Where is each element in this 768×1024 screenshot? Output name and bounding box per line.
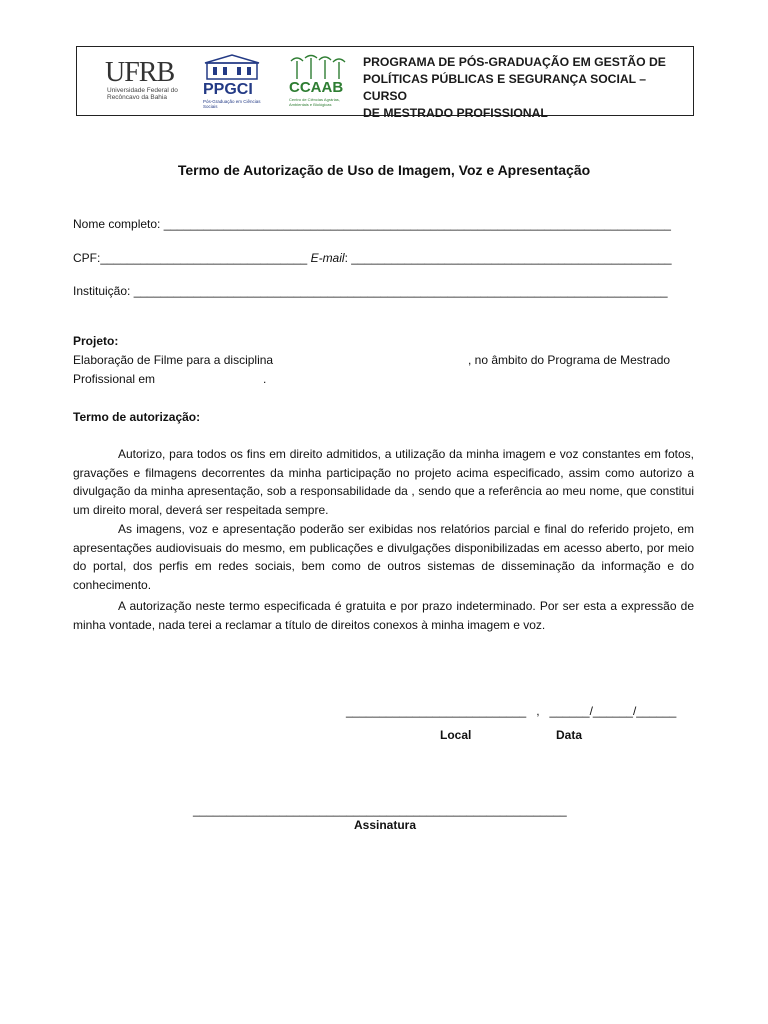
document-header (76, 46, 694, 120)
ufrb-logo-subtitle: Universidade Federal do Recôncavo da Bahia (107, 87, 178, 101)
program-title-line-2: POLÍTICAS PÚBLICAS E SEGURANÇA SOCIAL – CURSO (363, 72, 647, 103)
paragraph-2: As imagens, voz e apresentação poderão ser exibidas nos relatórios parcial e final do referido projeto, em apresentações audiovisuais do mesmo, em publicações e divulgações disponibilizadas em acesso aberto, por meio do portal, dos perfis em redes sociais, bem como de outros sistemas de disseminação da informação e do conhecimento. (73, 522, 694, 592)
ccaab-logo (289, 53, 349, 111)
projeto-line-2-start: Profissional em (73, 372, 156, 386)
ccaab-logo-subtitle: Centro de Ciências Agrárias, Ambientais e Biológicas (289, 97, 340, 107)
palm-trees-icon (289, 53, 349, 79)
assinatura-label: Assinatura (354, 818, 417, 832)
email-label: E-mail (310, 251, 345, 265)
program-title (363, 54, 689, 122)
cpf-email-row (73, 251, 672, 265)
paragraph-3: A autorização neste termo especificada é gratuita e por prazo indeterminado. Por ser esta a expressão de minha vontade, nada terei a reclamar a título de direitos conexos à minha imagem e voz. (73, 599, 694, 632)
instituicao-field[interactable]: Instituição: ________________________________________________________________________________ (73, 284, 668, 298)
program-title-line-1: PROGRAMA DE PÓS-GRADUAÇÃO EM GESTÃO DE (363, 55, 666, 69)
nome-completo-field[interactable]: Nome completo: ____________________________________________________________________________ (73, 217, 671, 231)
ppgci-logo-text: PPGCI (203, 81, 253, 98)
ppgci-logo-subtitle: Pós-Graduação em Ciências Sociais (203, 99, 261, 109)
data-label: Data (556, 728, 583, 742)
projeto-line-1-end: , no âmbito do Programa de Mestrado (468, 353, 671, 367)
ufrb-logo-text: UFRB (105, 57, 175, 88)
ppgci-logo (201, 53, 263, 111)
program-title-line-3: DE MESTRADO PROFISSIONAL (363, 106, 548, 120)
projeto-heading: Projeto: (73, 334, 119, 348)
signature-line[interactable]: ________________________________________________________ (193, 803, 567, 817)
local-date-line[interactable]: ___________________________ , ______/______/______ (346, 704, 677, 718)
termo-heading: Termo de autorização: (73, 410, 201, 424)
document-title: Termo de Autorização de Uso de Imagem, Voz e Apresentação (177, 162, 591, 178)
local-label: Local (440, 728, 472, 742)
email-field[interactable]: : ________________________________________________ (344, 251, 672, 265)
projeto-line-2-end: . (263, 372, 267, 386)
projeto-line-1-start: Elaboração de Filme para a disciplina (73, 353, 274, 367)
cpf-field[interactable]: CPF:_______________________________ (73, 251, 311, 265)
ufrb-logo (105, 57, 195, 105)
ppgci-building-icon (201, 53, 263, 81)
paragraph-1: Autorizo, para todos os fins em direito admitidos, a utilização da minha imagem e voz constantes em fotos, gravações e filmagens decorrentes da minha participação no projeto acima especificado, assim como autorizo a divulgação da minha apresentação, sob a responsabilidade da , sendo que a referência ao meu nome, que constitui um direito moral, deverá ser respeitada sempre. (73, 447, 694, 517)
ccaab-logo-text: CCAAB (289, 79, 344, 96)
